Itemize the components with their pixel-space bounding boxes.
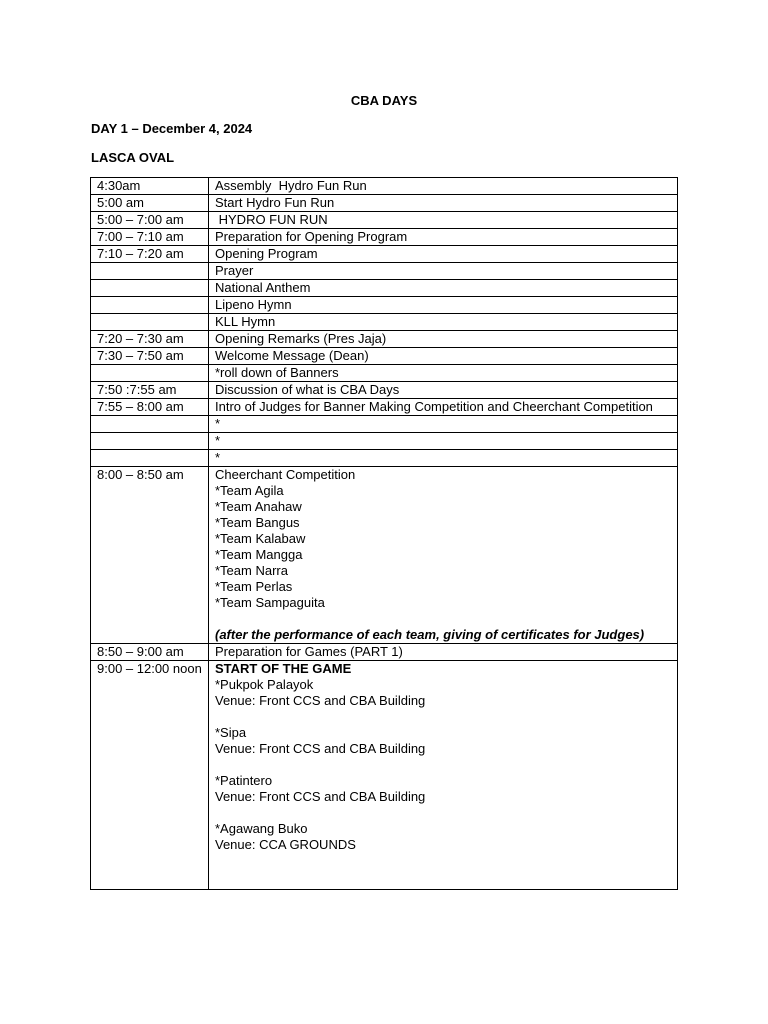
- activity-line: *Sipa: [215, 725, 247, 740]
- time-cell: 7:00 – 7:10 am: [91, 229, 209, 246]
- table-row: [91, 450, 678, 467]
- activity-cell: Preparation for Games (PART 1): [209, 644, 678, 661]
- table-row: [91, 399, 678, 416]
- activity-cell: Intro of Judges for Banner Making Competition and Cheerchant Competition: [209, 399, 678, 416]
- time-cell: [91, 314, 209, 331]
- activity-cell: Start Hydro Fun Run: [209, 195, 678, 212]
- time-cell: [91, 297, 209, 314]
- table-row: [91, 246, 678, 263]
- table-row: [91, 314, 678, 331]
- time-cell: 8:50 – 9:00 am: [91, 644, 209, 661]
- table-row: [91, 433, 678, 450]
- activity-line: *Team Narra: [215, 563, 288, 578]
- activity-line: *Team Kalabaw: [215, 531, 306, 546]
- activity-cell: Preparation for Opening Program: [209, 229, 678, 246]
- time-cell: [91, 263, 209, 280]
- activity-line: *Agawang Buko: [215, 821, 308, 836]
- time-cell: [91, 450, 209, 467]
- table-row: [91, 297, 678, 314]
- table-row: [91, 348, 678, 365]
- table-row: [91, 212, 678, 229]
- activity-line: *Pukpok Palayok: [215, 677, 314, 692]
- time-cell: [91, 416, 209, 433]
- day-heading: DAY 1 – December 4, 2024: [91, 121, 253, 136]
- activity-cell: Prayer: [209, 263, 678, 280]
- time-cell: 9:00 – 12:00 noon: [91, 661, 209, 890]
- activity-line: *Patintero: [215, 773, 273, 788]
- activity-line: *Team Mangga: [215, 547, 303, 562]
- activity-line: Venue: Front CCS and CBA Building: [215, 741, 426, 756]
- activity-line: [215, 805, 673, 821]
- table-row: [91, 229, 678, 246]
- activity-cell: Lipeno Hymn: [209, 297, 678, 314]
- activity-line: Venue: Front CCS and CBA Building: [215, 789, 426, 804]
- activity-cell: National Anthem: [209, 280, 678, 297]
- venue-heading: LASCA OVAL: [91, 150, 175, 165]
- table-row: [91, 280, 678, 297]
- activity-cell: Opening Remarks (Pres Jaja): [209, 331, 678, 348]
- activity-note: (after the performance of each team, giving of certificates for Judges): [215, 627, 645, 642]
- time-cell: [91, 365, 209, 382]
- table-row: [91, 467, 678, 644]
- schedule-table: [90, 177, 678, 890]
- time-cell: 8:00 – 8:50 am: [91, 467, 209, 644]
- table-row: [91, 382, 678, 399]
- activity-cell: *: [209, 416, 678, 433]
- activity-line: Cheerchant Competition: [215, 467, 356, 482]
- activity-cell: Assembly Hydro Fun Run: [209, 178, 678, 195]
- table-row: [91, 661, 678, 890]
- activity-cell: *: [209, 433, 678, 450]
- time-cell: [91, 280, 209, 297]
- time-cell: 5:00 am: [91, 195, 209, 212]
- time-cell: 5:00 – 7:00 am: [91, 212, 209, 229]
- table-row: [91, 178, 678, 195]
- time-cell: 7:10 – 7:20 am: [91, 246, 209, 263]
- activity-cell: Opening Program: [209, 246, 678, 263]
- activity-line: *Team Sampaguita: [215, 595, 325, 610]
- activity-line: *Team Agila: [215, 483, 284, 498]
- activity-cell: [209, 467, 678, 644]
- time-cell: [91, 433, 209, 450]
- table-row: [91, 263, 678, 280]
- activity-line: Venue: Front CCS and CBA Building: [215, 693, 426, 708]
- activity-line: Venue: CCA GROUNDS: [215, 837, 356, 852]
- activity-cell: *roll down of Banners: [209, 365, 678, 382]
- activity-line: [215, 611, 673, 627]
- time-cell: 7:55 – 8:00 am: [91, 399, 209, 416]
- activity-line: [215, 757, 673, 773]
- table-row: [91, 195, 678, 212]
- time-cell: 7:20 – 7:30 am: [91, 331, 209, 348]
- activity-cell: HYDRO FUN RUN: [209, 212, 678, 229]
- time-cell: 7:30 – 7:50 am: [91, 348, 209, 365]
- time-cell: 7:50 :7:55 am: [91, 382, 209, 399]
- document-title: CBA DAYS: [350, 93, 418, 108]
- time-cell: 4:30am: [91, 178, 209, 195]
- activity-line: *Team Perlas: [215, 579, 293, 594]
- table-row: [91, 365, 678, 382]
- activity-cell: [209, 661, 678, 890]
- activity-cell: Welcome Message (Dean): [209, 348, 678, 365]
- activity-cell: *: [209, 450, 678, 467]
- activity-line: *Team Bangus: [215, 515, 300, 530]
- activity-line: *Team Anahaw: [215, 499, 302, 514]
- activity-heading: START OF THE GAME: [215, 661, 352, 676]
- table-row: [91, 331, 678, 348]
- activity-cell: KLL Hymn: [209, 314, 678, 331]
- table-row: [91, 416, 678, 433]
- activity-cell: Discussion of what is CBA Days: [209, 382, 678, 399]
- table-row: [91, 644, 678, 661]
- schedule-table-body: [91, 178, 678, 890]
- activity-line: [215, 709, 673, 725]
